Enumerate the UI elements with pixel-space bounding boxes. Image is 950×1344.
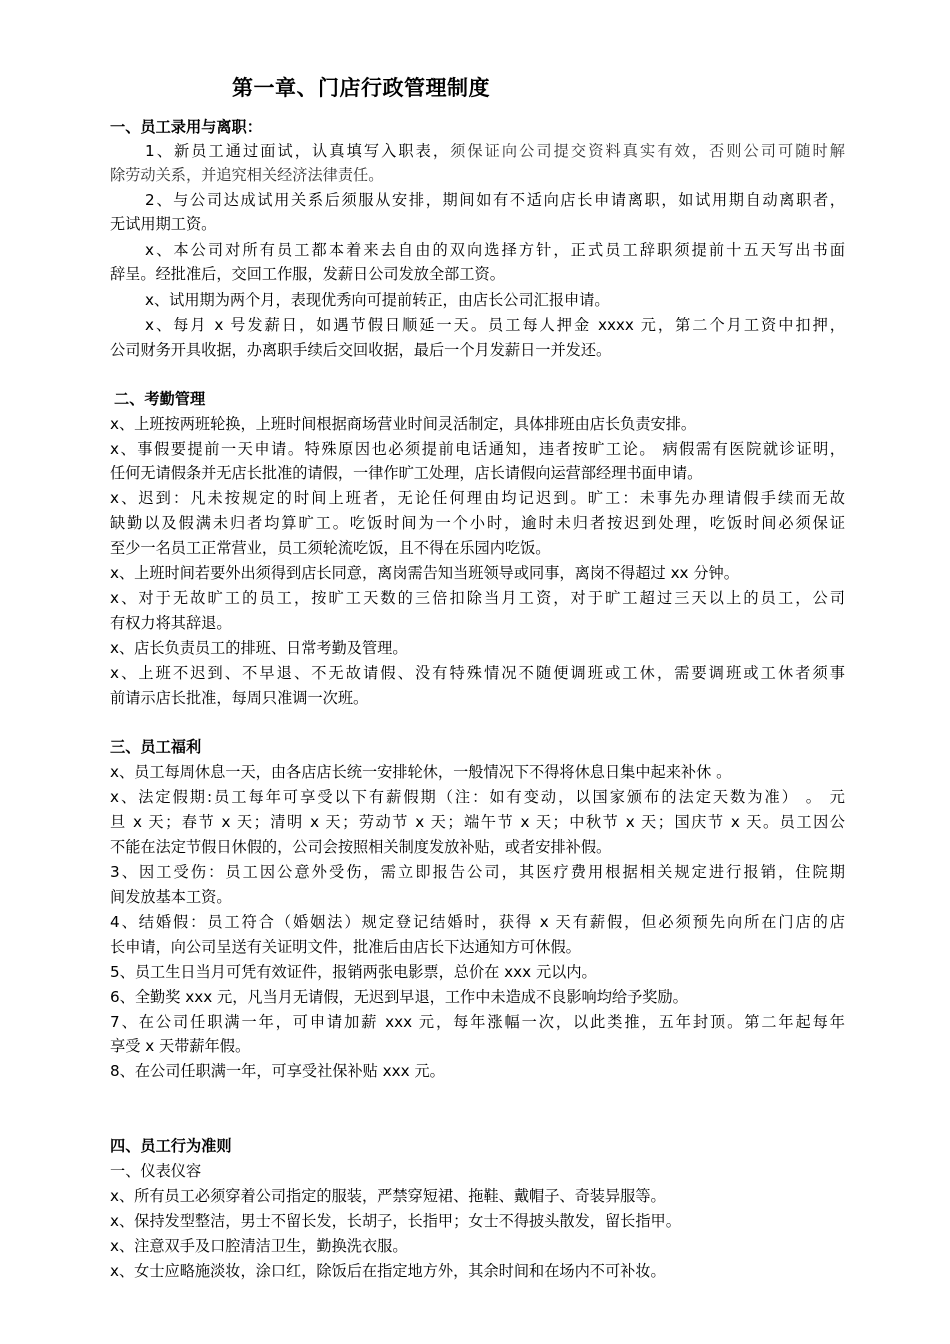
paragraph-line: 缺勤以及假满未归者均算旷工。吃饭时间为一个小时，逾时未归者按迟到处理，吃饭时间必须保证	[110, 514, 845, 532]
paragraph-line: 享受 x 天带薪年假。	[110, 1037, 251, 1055]
page-title: 第一章、门店行政管理制度	[232, 76, 490, 100]
paragraph-line: x、事假要提前一天申请。特殊原因也必须提前电话通知，违者按旷工论。 病假需有医院就诊证明，	[110, 440, 845, 458]
paragraph-line: x、每月 x 号发薪日，如遇节假日顺延一天。员工每人押金 xxxx 元，第二个月工资中扣押，	[145, 316, 845, 334]
paragraph-line: 无试用期工资。	[110, 215, 217, 233]
section-heading-attendance: 二、考勤管理	[114, 390, 206, 408]
paragraph-line: 旦 x 天；春节 x 天；清明 x 天；劳动节 x 天；端午节 x 天；中秋节 x 天；国庆节 x 天。员工因公	[110, 813, 845, 831]
text-span: 须保证向公司提交资料真实有效，否则公司可随时解	[450, 142, 845, 160]
paragraph-line: x、迟到：凡未按规定的时间上班者，无论任何理由均记迟到。旷工：未事先办理请假手续而无故	[110, 489, 845, 507]
paragraph-line: x、上班时间若要外出须得到店长同意，离岗需告知当班领导或同事，离岗不得超过 xx 分钟。	[110, 564, 739, 582]
paragraph-line: 有权力将其辞退。	[110, 614, 232, 632]
paragraph-line: 2、与公司达成试用关系后须服从安排，期间如有不适向店长申请离职，如试用期自动离职者，	[145, 191, 845, 209]
paragraph-line: 5、员工生日当月可凭有效证件，报销两张电影票，总价在 xxx 元以内。	[110, 963, 597, 981]
subsection-heading: 一、仪表仪容	[110, 1162, 202, 1180]
paragraph-line: 3、因工受伤：员工因公意外受伤，需立即报告公司，其医疗费用根据相关规定进行报销，住院期	[110, 863, 845, 881]
paragraph-line: x、员工每周休息一天，由各店店长统一安排轮休，一般情况下不得将休息日集中起来补休 。	[110, 763, 732, 781]
paragraph-line: 4、结婚假：员工符合（婚姻法）规定登记结婚时，获得 x 天有薪假，但必须预先向所在门店的店	[110, 913, 845, 931]
paragraph-line: 辞呈。经批准后，交回工作服，发薪日公司发放全部工资。	[110, 265, 505, 283]
paragraph-line: 任何无请假条并无店长批准的请假，一律作旷工处理，店长请假向运营部经理书面申请。	[110, 464, 703, 482]
paragraph-line: 长申请，向公司呈送有关证明文件，批准后由店长下达通知方可休假。	[110, 938, 581, 956]
paragraph-line: 间发放基本工资。	[110, 888, 232, 906]
paragraph-line: x、注意双手及口腔清洁卫生，勤换洗衣服。	[110, 1237, 408, 1255]
paragraph-line: 不能在法定节假日休假的，公司会按照相关制度发放补贴，或者安排补假。	[110, 838, 612, 856]
paragraph-line: x、本公司对所有员工都本着来去自由的双向选择方针，正式员工辞职须提前十五天写出书面	[145, 241, 845, 259]
section-heading-conduct: 四、员工行为准则	[110, 1137, 232, 1155]
paragraph-line: 7、在公司任职满一年，可申请加薪 xxx 元，每年涨幅一次，以此类推，五年封顶。第二年起每年	[110, 1013, 845, 1031]
paragraph-line: x、法定假期:员工每年可享受以下有薪假期（注：如有变动，以国家颁布的法定天数为准） 。 元	[110, 788, 845, 806]
paragraph-line: x、上班按两班轮换，上班时间根据商场营业时间灵活制定，具体排班由店长负责安排。	[110, 415, 697, 433]
paragraph-line	[145, 141, 845, 161]
paragraph-line: x、保持发型整洁，男士不留长发，长胡子，长指甲；女士不得披头散发，留长指甲。	[110, 1212, 681, 1230]
paragraph-line: 6、全勤奖 xxx 元，凡当月无请假，无迟到早退，工作中未造成不良影响均给予奖励。	[110, 988, 688, 1006]
paragraph-line: x、女士应略施淡妆，涂口红，除饭后在指定地方外，其余时间和在场内不可补妆。	[110, 1262, 666, 1280]
paragraph-line: x、上班不迟到、不早退、不无故请假、没有特殊情况不随便调班或工休，需要调班或工休者须事	[110, 664, 845, 682]
text-span: 1、新员工通过面试，认真填写入职表，	[145, 142, 451, 160]
paragraph-line: x、店长负责员工的排班、日常考勤及管理。	[110, 639, 408, 657]
section-heading-benefits: 三、员工福利	[110, 738, 202, 756]
paragraph-line: 至少一名员工正常营业，员工须轮流吃饭，且不得在乐园内吃饭。	[110, 539, 551, 557]
paragraph-line: 8、在公司任职满一年，可享受社保补贴 xxx 元。	[110, 1062, 445, 1080]
paragraph-line: x、试用期为两个月，表现优秀向可提前转正，由店长公司汇报申请。	[145, 291, 610, 309]
section-heading-hiring: 一、员工录用与离职：	[110, 118, 262, 136]
paragraph-line: 前请示店长批准，每周只准调一次班。	[110, 689, 369, 707]
paragraph-line: 除劳动关系，并追究相关经济法律责任。	[110, 166, 384, 184]
paragraph-line: 公司财务开具收据，办离职手续后交回收据，最后一个月发薪日一并发还。	[110, 341, 612, 359]
paragraph-line: x、对于无故旷工的员工，按旷工天数的三倍扣除当月工资，对于旷工超过三天以上的员工，公司	[110, 589, 845, 607]
paragraph-line: x、所有员工必须穿着公司指定的服装，严禁穿短裙、拖鞋、戴帽子、奇装异服等。	[110, 1187, 666, 1205]
